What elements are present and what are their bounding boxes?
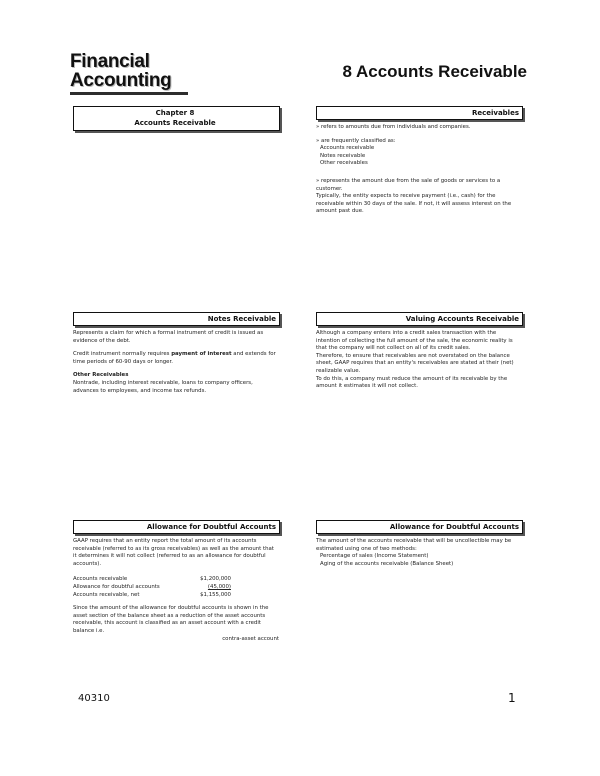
table-row bbox=[73, 592, 279, 600]
financial-accounting-logo bbox=[70, 52, 186, 94]
row-label: Accounts receivable bbox=[73, 576, 128, 583]
text: and extends for time periods of 60-90 days or longer. bbox=[73, 351, 276, 365]
paragraph: contra-asset account bbox=[222, 635, 279, 642]
slide-header: Valuing Accounts Receivable bbox=[316, 312, 523, 326]
table-row bbox=[73, 576, 279, 584]
paragraph: GAAP requires that an entity report the total amount of its accounts receivable (referred to as its gross receivables) as well as the amount that it determines it will not collect (referred to as an allowance for doubtful accounts). bbox=[73, 538, 274, 567]
logo-underline bbox=[70, 92, 188, 95]
paragraph: The amount of the accounts receivable that will be uncollectible may be estimated using one of two methods: bbox=[316, 538, 512, 552]
slide-allowance-doubtful-accounts-2 bbox=[316, 520, 522, 710]
document-title: 8 Accounts Receivable bbox=[342, 62, 527, 81]
list-item: Other receivables bbox=[320, 160, 368, 167]
slide-header: Receivables bbox=[316, 106, 523, 120]
slide-valuing-accounts-receivable bbox=[316, 312, 522, 502]
page-number: 1 bbox=[508, 691, 516, 705]
row-value: $1,200,000 bbox=[200, 576, 231, 583]
chapter-number: Chapter 8 bbox=[155, 109, 195, 117]
paragraph: Therefore, to ensure that receivables are not overstated on the balance sheet, GAAP requires that an entity's receivables are stated at their (net) realizable value. bbox=[316, 352, 514, 374]
table-row bbox=[73, 584, 279, 592]
slide-receivables bbox=[316, 106, 522, 296]
paragraph: » refers to amounts due from individuals and companies. bbox=[316, 124, 471, 130]
subheading: Other Receivables bbox=[73, 372, 129, 379]
footer-course-code: 40310 bbox=[78, 693, 110, 704]
paragraph bbox=[73, 351, 279, 366]
slide-header bbox=[73, 106, 280, 131]
chapter-name: Accounts Receivable bbox=[134, 119, 216, 127]
slide-body bbox=[73, 538, 279, 647]
slide-header: Allowance for Doubtful Accounts bbox=[73, 520, 280, 534]
slide-body bbox=[316, 538, 522, 568]
slide-body bbox=[316, 124, 522, 220]
logo-line-2: Accounting bbox=[70, 70, 172, 91]
bold-text: payment of interest bbox=[171, 351, 232, 358]
list-item: Percentage of sales (Income Statement) bbox=[320, 553, 429, 560]
logo-line-1: Financial bbox=[70, 51, 150, 72]
list-item: Aging of the accounts receivable (Balance Sheet) bbox=[320, 560, 454, 567]
text: Credit instrument normally requires bbox=[73, 351, 172, 358]
paragraph: » are frequently classified as: bbox=[316, 137, 396, 144]
list-item: Notes receivable bbox=[320, 152, 366, 159]
paragraph: Nontrade, including interest receivable, loans to company officers, advances to employees, and income tax refunds. bbox=[73, 379, 253, 394]
row-value: $1,155,000 bbox=[200, 591, 231, 598]
slide-chapter-title bbox=[73, 106, 279, 296]
slide-header: Notes Receivable bbox=[73, 312, 280, 326]
slide-body bbox=[316, 330, 522, 395]
row-value: (45,000) bbox=[207, 583, 231, 590]
list-item: Accounts receivable bbox=[320, 145, 375, 152]
paragraph: Although a company enters into a credit sales transaction with the intention of collecting the full amount of the sale, the economic reality is that the company will not collect on all of its credit sales. bbox=[316, 330, 513, 352]
paragraph: To do this, a company must reduce the amount of its receivable by the amount it estimates it will not collect. bbox=[316, 375, 508, 390]
slide-header: Allowance for Doubtful Accounts bbox=[316, 520, 523, 534]
slide-allowance-doubtful-accounts-1 bbox=[73, 520, 279, 710]
paragraph: » represents the amount due from the sale of goods or services to a customer. bbox=[316, 177, 501, 192]
slide-body bbox=[73, 330, 279, 399]
row-label: Allowance for doubtful accounts bbox=[73, 583, 160, 590]
row-label: Accounts receivable, net bbox=[73, 591, 140, 598]
paragraph: Since the amount of the allowance for doubtful accounts is shown in the asset section of the balance sheet as a reduction of the asset accounts receivable, this account is classified as an asset account with a credit balance i.e. bbox=[73, 605, 269, 634]
paragraph: Typically, the entity expects to receive payment (i.e., cash) for the receivable within 30 days of the sale. If not, it will assess interest on the amount past due. bbox=[316, 193, 512, 215]
paragraph: Represents a claim for which a formal instrument of credit is issued as evidence of the debt. bbox=[73, 330, 264, 344]
slide-notes-receivable bbox=[73, 312, 279, 502]
